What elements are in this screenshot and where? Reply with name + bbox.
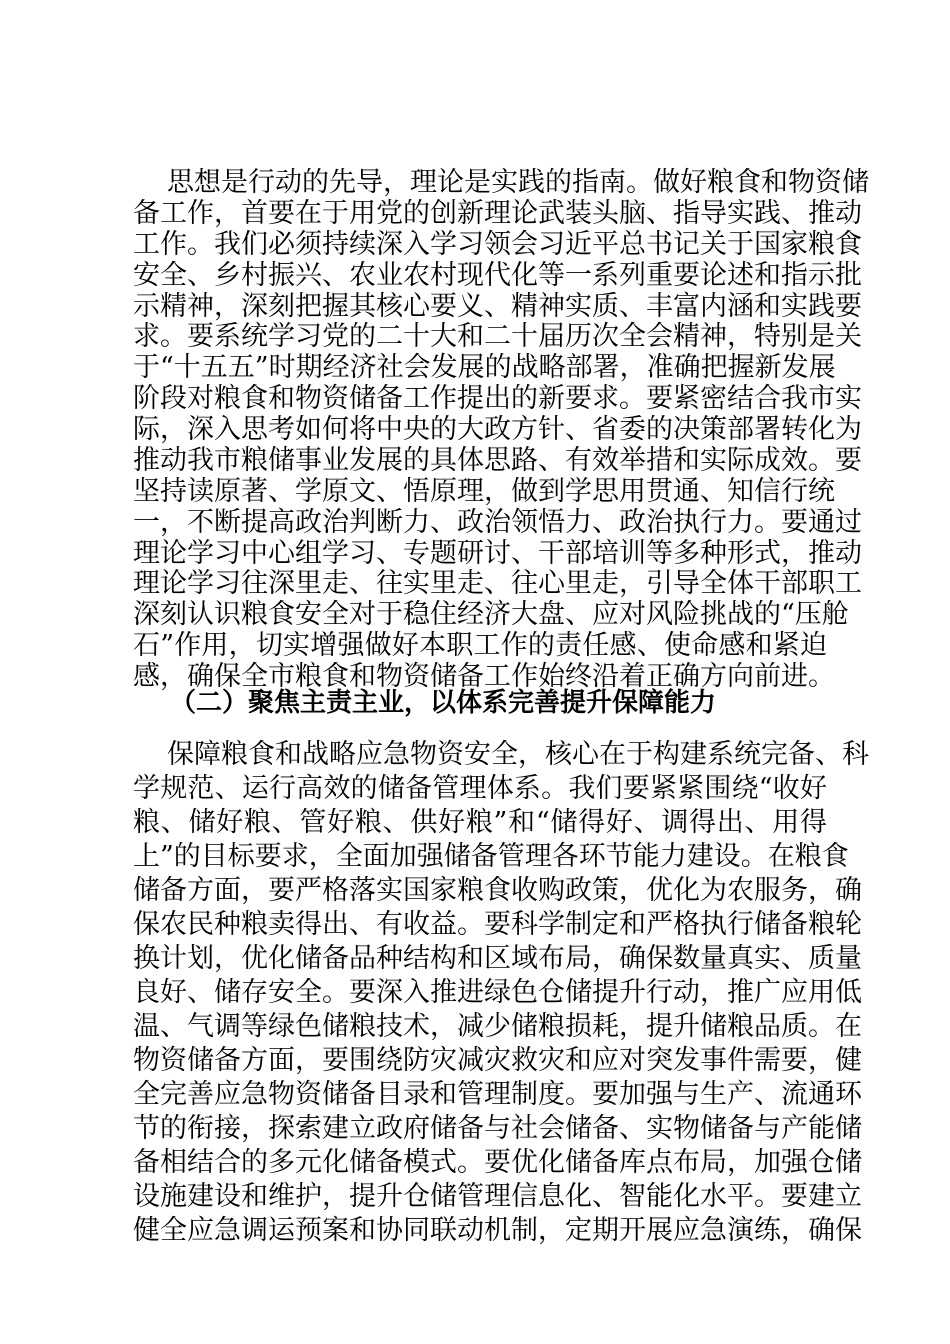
paragraph-line: 一，不断提高政治判断力、政治领悟力、政治执行力。要通过 — [133, 507, 862, 538]
paragraph-line: 求。要系统学习党的二十大和二十届历次全会精神，特别是关 — [133, 321, 862, 352]
paragraph-line: 学规范、运行高效的储备管理体系。我们要紧紧围绕“收好 — [133, 773, 827, 804]
paragraph-line: 思想是行动的先导，理论是实践的指南。做好粮食和物资储 — [167, 167, 869, 198]
paragraph-line: 保农民种粮卖得出、有收益。要科学制定和严格执行储备粮轮 — [133, 909, 862, 940]
paragraph-line: 工作。我们必须持续深入学习领会习近平总书记关于国家粮食 — [133, 229, 862, 260]
paragraph-line: 阶段对粮食和物资储备工作提出的新要求。要紧密结合我市实 — [133, 383, 862, 414]
paragraph-line: 理论学习往深里走、往实里走、往心里走，引导全体干部职工 — [133, 568, 862, 599]
paragraph-line: 推动我市粮储事业发展的具体思路、有效举措和实际成效。要 — [133, 445, 862, 476]
paragraph-line: 换计划，优化储备品种结构和区域布局，确保数量真实、质量 — [133, 943, 862, 974]
paragraph-line: 设施建设和维护，提升仓储管理信息化、智能化水平。要建立 — [133, 1181, 862, 1212]
paragraph-line: 示精神，深刻把握其核心要义、精神实质、丰富内涵和实践要 — [133, 291, 862, 322]
paragraph-line: 节的衔接，探索建立政府储备与社会储备、实物储备与产能储 — [133, 1113, 862, 1144]
paragraph-line: 储备方面，要严格落实国家粮食收购政策，优化为农服务，确 — [133, 875, 862, 906]
paragraph-line: 粮、储好粮、管好粮、供好粮”和“储得好、调得出、用得 — [133, 807, 827, 838]
paragraph-line: 深刻认识粮食安全对于稳住经济大盘、应对风险挑战的“压舱 — [133, 599, 849, 630]
paragraph-line: 物资储备方面，要围绕防灾减灾救灾和应对突发事件需要，健 — [133, 1045, 862, 1076]
paragraph-line: 全完善应急物资储备目录和管理制度。要加强与生产、流通环 — [133, 1079, 862, 1110]
paragraph-line: 备工作，首要在于用党的创新理论武装头脑、指导实践、推动 — [133, 198, 862, 229]
paragraph-line: 备相结合的多元化储备模式。要优化储备库点布局，加强仓储 — [133, 1147, 862, 1178]
paragraph-line: 于“十五五”时期经济社会发展的战略部署，准确把握新发展 — [133, 352, 836, 383]
paragraph-line: 安全、乡村振兴、农业农村现代化等一系列重要论述和指示批 — [133, 260, 862, 291]
paragraph-line: 保障粮食和战略应急物资安全，核心在于构建系统完备、科 — [167, 739, 869, 770]
paragraph-line: 健全应急调运预案和协同联动机制，定期开展应急演练，确保 — [133, 1215, 862, 1246]
paragraph-line: 理论学习中心组学习、专题研讨、干部培训等多种形式，推动 — [133, 538, 862, 569]
section-heading: （二）聚焦主责主业，以体系完善提升保障能力 — [170, 688, 717, 718]
paragraph-line: 感，确保全市粮食和物资储备工作始终沿着正确方向前进。 — [133, 661, 835, 692]
paragraph-line: 坚持读原著、学原文、悟原理，做到学思用贯通、知信行统 — [133, 476, 835, 507]
paragraph-line: 石”作用，切实增强做好本职工作的责任感、使命感和紧迫 — [133, 630, 827, 661]
paragraph-line: 良好、储存安全。要深入推进绿色仓储提升行动，推广应用低 — [133, 977, 862, 1008]
paragraph-line: 际，深入思考如何将中央的大政方针、省委的决策部署转化为 — [133, 414, 862, 445]
paragraph-line: 温、气调等绿色储粮技术，减少储粮损耗，提升储粮品质。在 — [133, 1011, 862, 1042]
paragraph-line: 上”的目标要求，全面加强储备管理各环节能力建设。在粮食 — [133, 841, 849, 872]
